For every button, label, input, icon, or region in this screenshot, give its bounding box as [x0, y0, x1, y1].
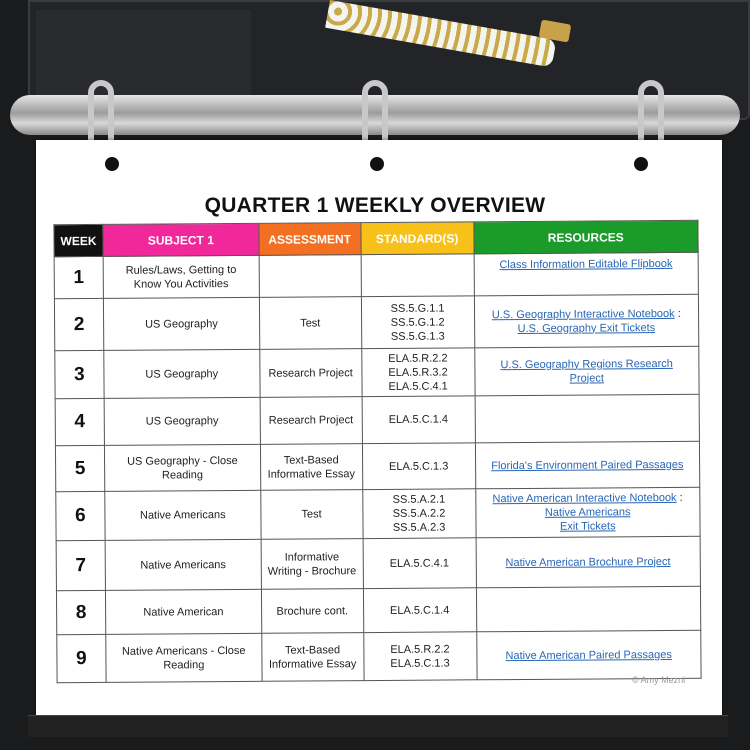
- standards-cell: [361, 254, 474, 297]
- resource-link[interactable]: U.S. Geography Exit Tickets: [517, 321, 656, 335]
- binder-bottom: [28, 715, 728, 737]
- header-assessment: ASSESSMENT: [259, 223, 361, 256]
- week-number: 2: [54, 298, 103, 350]
- standards-cell: [363, 588, 476, 633]
- table-row: [56, 487, 700, 540]
- resources-cell: [475, 441, 700, 489]
- standards-cell: [363, 538, 476, 589]
- resources-cell: [476, 536, 701, 588]
- week-number: 6: [56, 491, 105, 540]
- standard-code: SS.5.A.2.2: [392, 507, 446, 520]
- week-number: 8: [56, 590, 105, 634]
- standard-code: ELA.5.R.3.2: [388, 366, 448, 379]
- table-row: [57, 630, 701, 682]
- standard-code: ELA.5.C.1.3: [388, 460, 449, 473]
- standards-cell: [361, 296, 474, 349]
- standard-code: SS.5.G.1.2: [390, 316, 445, 329]
- standard-code: SS.5.A.2.3: [392, 521, 446, 534]
- resource-link[interactable]: Class Information Editable Flipbook: [499, 257, 673, 272]
- subject-cell: US Geography: [104, 397, 260, 445]
- copyright: © Amy Mezni: [632, 675, 686, 685]
- subject-cell: US Geography: [104, 349, 260, 398]
- assessment-cell: Informative Writing - Brochure: [261, 539, 363, 590]
- punch-hole: [105, 157, 119, 171]
- table-row: [55, 394, 699, 445]
- resources-cell: [475, 487, 700, 538]
- table-row: [55, 346, 699, 398]
- header-resources: RESOURCES: [473, 220, 698, 254]
- standard-code: ELA.5.C.4.1: [388, 380, 448, 393]
- resources-cell: [476, 586, 701, 632]
- standard-code: ELA.5.C.4.1: [389, 557, 450, 570]
- header-row: [54, 220, 698, 256]
- subject-cell: Native Americans: [105, 539, 261, 590]
- week-number: 5: [55, 445, 104, 491]
- assessment-cell: Brochure cont.: [261, 589, 363, 634]
- standard-code: ELA.5.C.1.4: [389, 604, 450, 617]
- punch-hole: [634, 157, 648, 171]
- standard-code: ELA.5.C.1.3: [390, 657, 450, 670]
- resources-cell: [476, 630, 701, 680]
- standard-code: SS.5.G.1.3: [390, 330, 445, 343]
- binder-pocket: [36, 10, 251, 100]
- resource-link[interactable]: Native American Interactive Notebook: [492, 491, 677, 506]
- header-standards: STANDARD(S): [361, 222, 474, 255]
- week-number: 1: [54, 256, 103, 298]
- resource-link[interactable]: U.S. Geography Interactive Notebook: [491, 307, 675, 321]
- week-number: 9: [57, 634, 106, 682]
- table-row: [56, 586, 700, 634]
- week-number: 3: [55, 350, 104, 398]
- table-row: [56, 536, 700, 590]
- resource-link[interactable]: Native Americans: [544, 506, 631, 519]
- assessment-cell: Text-Based Informative Essay: [260, 444, 362, 491]
- header-subject: SUBJECT 1: [103, 223, 259, 256]
- standard-code: ELA.5.R.2.2: [388, 352, 448, 365]
- standard-code: ELA.5.R.2.2: [390, 643, 450, 656]
- standards-cell: [362, 489, 475, 539]
- resources-cell: [475, 394, 700, 443]
- weekly-overview-table: [53, 220, 701, 683]
- resources-cell: [474, 346, 699, 396]
- standards-cell: [363, 632, 476, 681]
- assessment-cell: [259, 255, 361, 298]
- punch-hole: [370, 157, 384, 171]
- subject-cell: Rules/Laws, Getting to Know You Activities: [103, 255, 259, 298]
- assessment-cell: Test: [259, 297, 361, 350]
- standard-code: SS.5.A.2.1: [392, 493, 446, 506]
- table-row: [54, 294, 698, 350]
- separator: :: [677, 307, 681, 320]
- subject-cell: Native Americans - Close Reading: [106, 633, 262, 682]
- header-week: WEEK: [54, 224, 103, 256]
- standards-cell: [362, 396, 475, 444]
- resource-link[interactable]: Native American Brochure Project: [505, 555, 671, 569]
- subject-cell: Native Americans: [105, 490, 261, 540]
- resource-link[interactable]: Native American Paired Passages: [505, 648, 672, 662]
- resources-cell: [474, 252, 699, 296]
- resources-cell: [474, 294, 699, 348]
- standards-cell: [361, 348, 474, 397]
- subject-cell: Native American: [105, 589, 261, 634]
- standard-code: SS.5.G.1.1: [390, 302, 445, 315]
- table-row: [55, 441, 699, 491]
- assessment-cell: Research Project: [260, 397, 362, 445]
- assessment-cell: Text-Based Informative Essay: [261, 633, 363, 682]
- standards-cell: [362, 443, 475, 490]
- week-number: 4: [55, 398, 104, 445]
- resource-link[interactable]: Florida's Environment Paired Passages: [491, 458, 684, 472]
- week-number: 7: [56, 540, 105, 590]
- assessment-cell: Research Project: [259, 349, 361, 398]
- standard-code: ELA.5.C.1.4: [388, 413, 449, 426]
- subject-cell: US Geography: [103, 297, 259, 350]
- table-row: [54, 252, 698, 298]
- resource-link[interactable]: Exit Tickets: [559, 520, 616, 533]
- resource-link[interactable]: U.S. Geography Regions Research Project: [500, 357, 673, 385]
- assessment-cell: Test: [260, 490, 362, 540]
- page-title: QUARTER 1 WEEKLY OVERVIEW: [204, 194, 546, 217]
- subject-cell: US Geography - Close Reading: [104, 444, 260, 491]
- separator: :: [679, 491, 683, 504]
